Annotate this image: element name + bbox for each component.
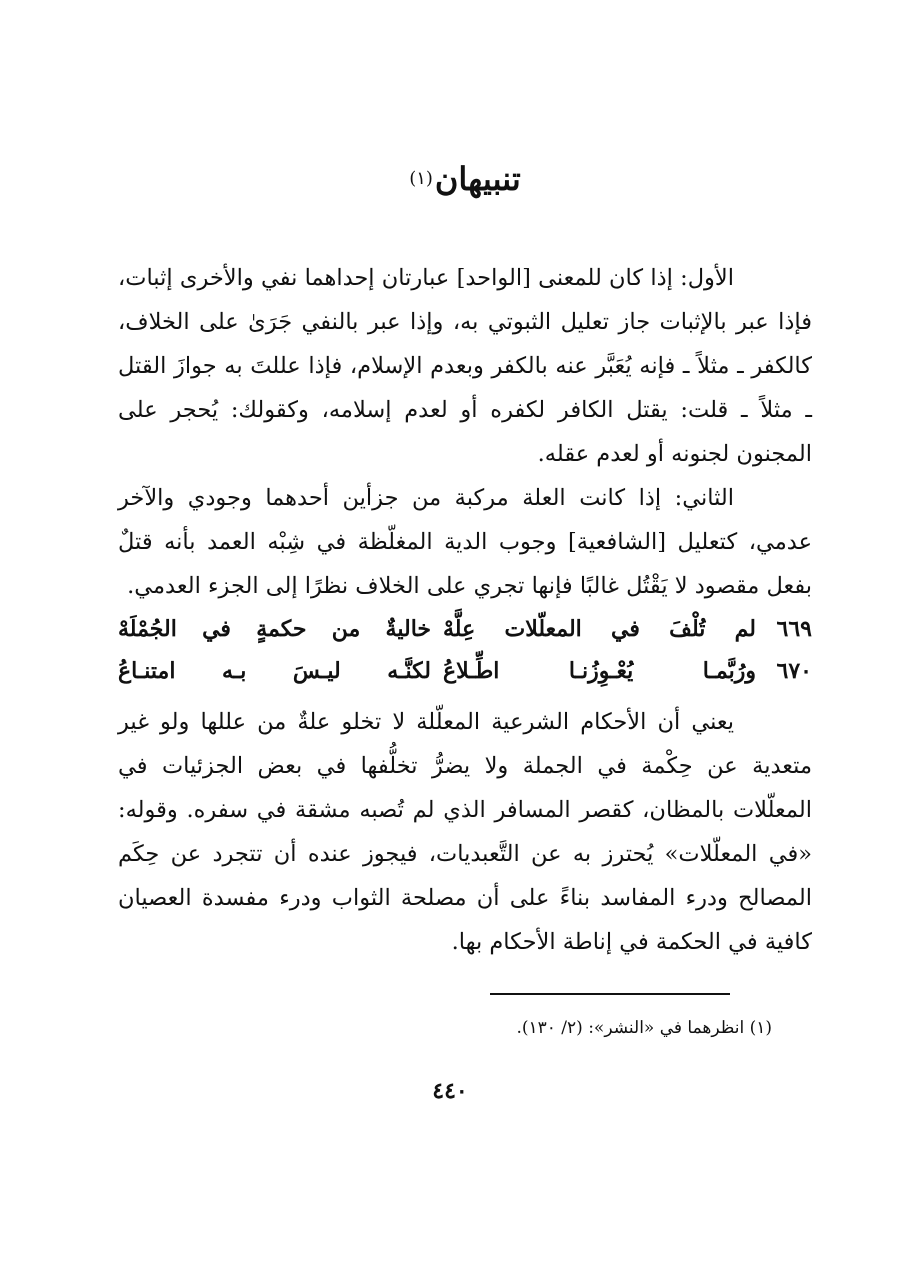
verse-first-hemistich: لم تُلْفَ في المعلّلات عِلَّهْ [443,616,756,642]
verse-second-hemistich: لكنَّـه ليـسَ بـه امتنـاعُ [118,658,431,684]
title-footnote-marker: (١) [409,167,433,189]
page-title: تنبيهان [434,160,521,198]
spacer [118,692,812,700]
verse-first-hemistich: ورُبَّمـا يُعْـوِزُنـا اطِّـلاعُ [443,658,756,684]
footnote-marker: (١) [749,1018,772,1038]
verse-number: ٦٦٩ [776,616,812,642]
commentary-paragraph: يعني أن الأحكام الشرعية المعلّلة لا تخلو علةٌ من عللها ولو غير متعدية عن حِكْمة في الجملة ولا يضرُّ تخلُّفها في بعض الجزئيات في المعلّلات بالمظان، كقصر المسافر الذي لم تُصبه مشقة في سفره. وقوله: «في المعلّلات» يُحترز به عن التَّعبديات، فيجوز عنده أن تتجرد عن حِكَم المصالح ودرء المفاسد بناءً على أن مصلحة الثواب ودرء مفسدة العصيان كافية في الحكمة في إناطة الأحكام بها. [118,709,812,955]
verse-line [118,650,812,692]
verse-line [118,608,812,650]
first-point-paragraph: الأول: إذا كان للمعنى [الواحد] عبارتان إحداهما نفي والأخرى إثبات، فإذا عبر بالإثبات جاز تعليل الثبوتي به، وإذا عبر بالنفي جَرَىٰ على الخلاف، كالكفر ـ مثلاً ـ فإنه يُعَبَّر عنه بالكفر وبعدم الإسلام، فإذا عللتَ به جوازَ القتل ـ مثلاً ـ قلت: يقتل الكافر لكفره أو لعدم إسلامه، وكقولك: يُحجر على المجنون لجنونه أو لعدم عقله. [118,265,812,467]
second-point-paragraph: الثاني: إذا كانت العلة مركبة من جزأين أحدهما وجودي والآخر عدمي، كتعليل [الشافعية] وجوب الدية المغلّظة في شِبْه العمد بأنه قتلٌ بفعل مقصود لا يَقْتُل غالبًا فإنها تجري على الخلاف نظرًا إلى الجزء العدمي. [118,485,812,599]
footnote [516,1018,772,1038]
footnote-separator [490,993,730,995]
page-body [118,160,812,964]
heading [118,160,812,198]
verse-number: ٦٧٠ [776,658,812,684]
verse-second-hemistich: خاليةٌ من حكمةٍ في الجُمْلَهْ [118,616,431,642]
page-number: ٤٤٠ [432,1078,468,1104]
footnote-text: انظرهما في «النشر»: (٢/ ١٣٠). [516,1018,745,1038]
